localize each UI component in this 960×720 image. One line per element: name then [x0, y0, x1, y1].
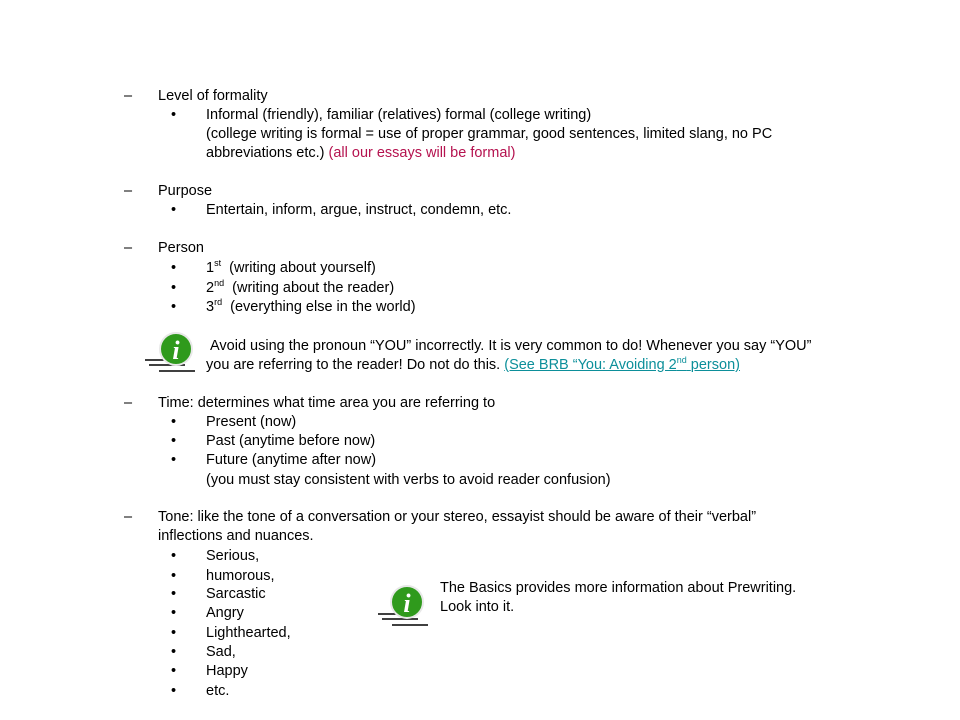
tone-bullet: •	[171, 605, 177, 621]
person-text: (everything else in the world)	[230, 299, 416, 315]
tone-item: Angry	[206, 605, 244, 621]
tone-bullet: •	[171, 586, 177, 602]
time-bullet-2: •	[171, 433, 177, 449]
person-sup: st	[214, 258, 222, 268]
tone-item: Sarcastic	[206, 586, 266, 602]
time-bullet-3: •	[171, 452, 177, 468]
person-num: 3	[206, 299, 215, 315]
tone-bullet: •	[171, 568, 177, 584]
formality-note-red: (all our essays will be formal)	[328, 145, 516, 161]
person-tip-line1: Avoid using the pronoun “YOU” incorrectly. It is very common to do! Whenever you say “YOU”	[210, 338, 812, 354]
person-num: 1	[206, 260, 215, 276]
formality-heading: Level of formality	[158, 88, 268, 104]
tone-item: humorous,	[206, 568, 275, 584]
person-bullet-3: •	[171, 299, 177, 315]
info-icon	[143, 330, 201, 380]
person-item	[206, 298, 416, 316]
formality-dash: –	[124, 88, 133, 104]
svg-text:i: i	[172, 336, 180, 365]
formality-item: Informal (friendly), familiar (relatives) formal (college writing)	[206, 107, 592, 123]
info-icon	[376, 582, 434, 632]
tone-item: Sad,	[206, 644, 236, 660]
person-dash: –	[124, 240, 133, 256]
time-note: (you must stay consistent with verbs to avoid reader confusion)	[206, 472, 611, 488]
person-tip-line2	[206, 356, 740, 374]
formality-note-text: abbreviations etc.)	[206, 145, 325, 161]
time-item: Past (anytime before now)	[206, 433, 376, 449]
svg-text:i: i	[403, 589, 411, 618]
time-dash: –	[124, 395, 133, 411]
tone-bullet: •	[171, 625, 177, 641]
person-bullet-1: •	[171, 260, 177, 276]
time-heading: Time: determines what time area you are referring to	[158, 395, 496, 411]
tone-bullet: •	[171, 644, 177, 660]
person-item	[206, 279, 394, 297]
purpose-heading: Purpose	[158, 183, 213, 199]
tone-item: Happy	[206, 663, 248, 679]
person-text: (writing about the reader)	[232, 280, 395, 296]
tone-heading-line1: Tone: like the tone of a conversation or your stereo, essayist should be aware of their “verbal”	[158, 509, 757, 525]
person-bullet-2: •	[171, 280, 177, 296]
person-num: 2	[206, 280, 215, 296]
time-item: Future (anytime after now)	[206, 452, 377, 468]
time-item: Present (now)	[206, 414, 297, 430]
basics-tip-line2: Look into it.	[440, 599, 515, 615]
tone-item: Serious,	[206, 548, 260, 564]
tone-bullet: •	[171, 683, 177, 699]
person-item	[206, 259, 376, 277]
person-heading: Person	[158, 240, 204, 256]
person-tip-text: you are referring to the reader! Do not do this.	[206, 357, 501, 373]
brb-link-sup[interactable]: nd	[676, 355, 687, 365]
formality-note-line1: (college writing is formal = use of proper grammar, good sentences, limited slang, no PC	[206, 126, 773, 142]
brb-you-link[interactable]	[504, 357, 740, 373]
purpose-item: Entertain, inform, argue, instruct, condemn, etc.	[206, 202, 512, 218]
basics-tip-line1: The Basics provides more information about Prewriting.	[440, 580, 797, 596]
person-sup: nd	[214, 278, 225, 288]
person-text: (writing about yourself)	[229, 260, 376, 276]
formality-bullet: •	[171, 107, 177, 123]
tone-item: Lighthearted,	[206, 625, 291, 641]
brb-link-text[interactable]: (See BRB “You: Avoiding 2	[504, 357, 677, 373]
formality-note-line2	[206, 144, 515, 162]
purpose-dash: –	[124, 183, 133, 199]
purpose-bullet: •	[171, 202, 177, 218]
person-sup: rd	[214, 297, 223, 307]
tone-heading-line2: inflections and nuances.	[158, 528, 314, 544]
tone-bullet: •	[171, 548, 177, 564]
time-bullet-1: •	[171, 414, 177, 430]
brb-link-text-end[interactable]: person)	[690, 357, 740, 373]
tone-item: etc.	[206, 683, 230, 699]
tone-dash: –	[124, 509, 133, 525]
tone-bullet: •	[171, 663, 177, 679]
